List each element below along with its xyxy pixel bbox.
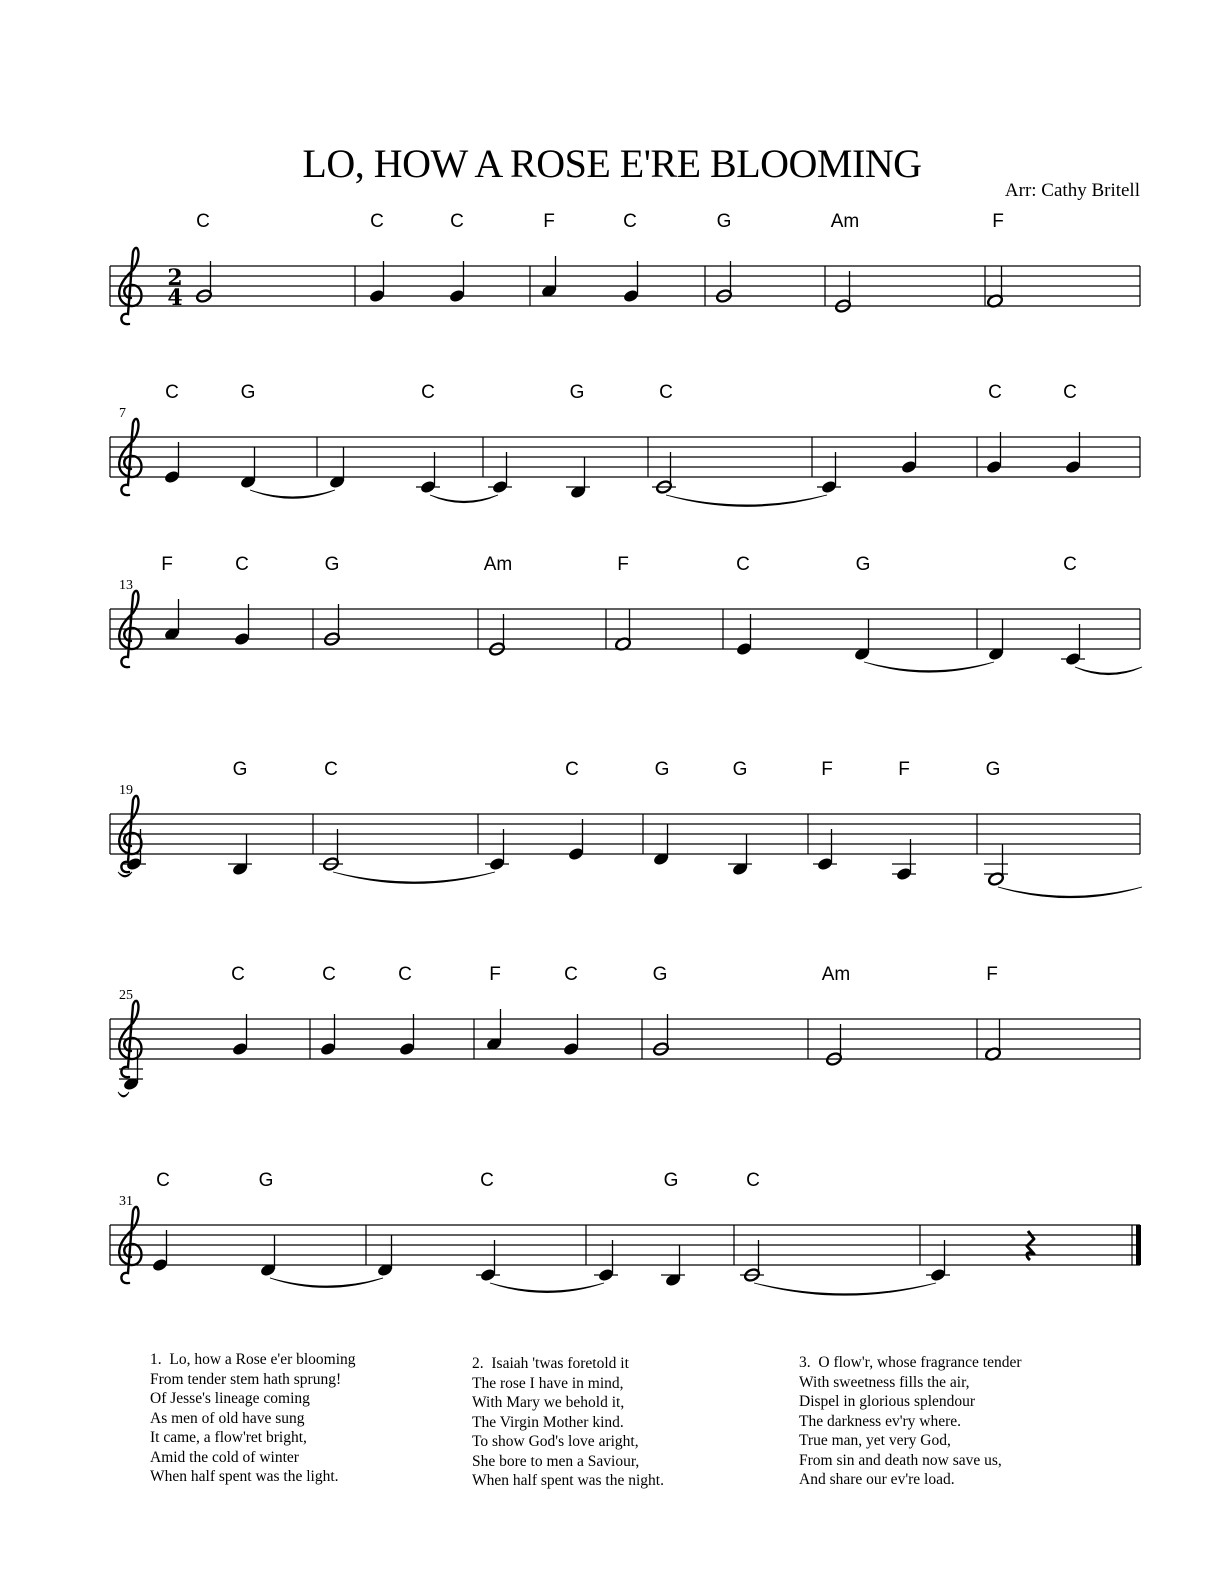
note bbox=[376, 1235, 393, 1278]
tie bbox=[1075, 667, 1142, 675]
chord-symbol: C bbox=[746, 1170, 760, 1191]
chord-symbol: F bbox=[992, 211, 1004, 232]
note bbox=[900, 432, 917, 475]
note bbox=[567, 819, 584, 862]
measure-number: 25 bbox=[119, 988, 133, 1003]
chord-symbol: Am bbox=[830, 211, 860, 232]
chord-symbol: C bbox=[736, 554, 750, 575]
verse-line: The darkness ev'ry where. bbox=[799, 1412, 962, 1430]
note bbox=[622, 261, 639, 304]
staff-system bbox=[110, 554, 1142, 675]
measure-number: 31 bbox=[119, 1194, 133, 1209]
note bbox=[476, 1240, 500, 1283]
note bbox=[151, 1230, 168, 1273]
song-title: LO, HOW A ROSE E'RE BLOOMING bbox=[302, 141, 922, 186]
verse-line: When half spent was the light. bbox=[150, 1468, 339, 1485]
chord-symbol: G bbox=[258, 1170, 274, 1191]
chord-symbol: F bbox=[617, 554, 629, 575]
note bbox=[728, 834, 752, 877]
chord-symbol: G bbox=[732, 759, 748, 780]
note bbox=[239, 447, 256, 490]
verse-line: From tender stem hath sprung! bbox=[150, 1370, 342, 1388]
note bbox=[1064, 432, 1081, 475]
verse-line: As men of old have sung bbox=[150, 1409, 305, 1427]
note bbox=[652, 824, 669, 867]
staff-system bbox=[110, 382, 1140, 506]
note bbox=[853, 619, 870, 662]
tie bbox=[250, 490, 335, 498]
verse-line: With Mary we behold it, bbox=[472, 1394, 625, 1411]
note bbox=[195, 261, 212, 304]
verse-line: Amid the cold of winter bbox=[150, 1448, 299, 1466]
chord-symbol: G bbox=[855, 554, 871, 575]
chord-symbol: F bbox=[898, 759, 910, 780]
chord-symbol: C bbox=[988, 382, 1002, 403]
chord-symbol: C bbox=[235, 554, 249, 575]
measure-number: 7 bbox=[119, 406, 126, 421]
note bbox=[485, 829, 509, 872]
chord-symbol: Am bbox=[821, 964, 851, 985]
verse-line: She bore to men a Saviour, bbox=[472, 1452, 640, 1470]
measure-number: 13 bbox=[119, 578, 133, 593]
note bbox=[652, 452, 676, 495]
note bbox=[259, 1235, 276, 1278]
chord-symbol: F bbox=[161, 554, 173, 575]
note bbox=[488, 452, 512, 495]
note bbox=[661, 1245, 685, 1288]
chord-symbol: F bbox=[821, 759, 833, 780]
chord-symbol: C bbox=[398, 964, 412, 985]
chord-symbol: G bbox=[663, 1170, 679, 1191]
chord-symbol: C bbox=[322, 964, 336, 985]
note bbox=[817, 452, 841, 495]
note bbox=[328, 447, 345, 490]
verse-3 bbox=[799, 1353, 1022, 1490]
note bbox=[231, 1014, 248, 1057]
tie bbox=[430, 495, 498, 503]
note bbox=[813, 829, 837, 872]
note bbox=[319, 1014, 336, 1057]
tie bbox=[333, 872, 495, 883]
tie bbox=[490, 1283, 604, 1293]
note bbox=[614, 609, 631, 652]
final-barline bbox=[1136, 1225, 1141, 1265]
verse-1 bbox=[150, 1350, 356, 1487]
tie bbox=[754, 1283, 936, 1295]
chord-symbol: G bbox=[985, 759, 1001, 780]
verse-line: Dispel in glorious splendour bbox=[799, 1393, 976, 1410]
verse-line: The Virgin Mother kind. bbox=[472, 1413, 624, 1431]
measure-number: 19 bbox=[119, 783, 133, 798]
note bbox=[448, 261, 465, 304]
tie bbox=[998, 887, 1142, 898]
chord-symbol: C bbox=[370, 211, 384, 232]
chord-symbol: C bbox=[565, 759, 579, 780]
note bbox=[398, 1014, 415, 1057]
note bbox=[488, 614, 505, 657]
note bbox=[740, 1240, 764, 1283]
note bbox=[984, 1019, 1001, 1062]
note bbox=[892, 839, 916, 882]
chord-symbol: C bbox=[623, 211, 637, 232]
note bbox=[319, 829, 343, 872]
tie bbox=[270, 1278, 383, 1288]
note bbox=[163, 599, 180, 642]
note bbox=[984, 844, 1008, 887]
chord-symbol: C bbox=[450, 211, 464, 232]
verse-line: To show God's love aright, bbox=[472, 1433, 639, 1450]
chord-symbol: F bbox=[489, 964, 501, 985]
chord-symbol: C bbox=[156, 1170, 170, 1191]
verse-line: And share our ev're load. bbox=[799, 1471, 955, 1488]
chord-symbol: F bbox=[543, 211, 555, 232]
chord-symbol: C bbox=[231, 964, 245, 985]
verse-line: From sin and death now save us, bbox=[799, 1451, 1002, 1469]
tie bbox=[864, 662, 994, 672]
note bbox=[834, 271, 851, 314]
chord-symbol: C bbox=[324, 759, 338, 780]
tie bbox=[666, 495, 827, 506]
chord-symbol: G bbox=[569, 382, 585, 403]
chord-symbol: C bbox=[564, 964, 578, 985]
arranger-credit: Arr: Cathy Britell bbox=[1004, 180, 1140, 201]
note bbox=[540, 256, 557, 299]
note bbox=[985, 432, 1002, 475]
verse-line: With sweetness fills the air, bbox=[799, 1373, 970, 1391]
note bbox=[735, 614, 752, 657]
chord-symbol: F bbox=[986, 964, 998, 985]
time-signature-top: 2 bbox=[167, 265, 183, 291]
verse-line: 3. O flow'r, whose fragrance tender bbox=[799, 1354, 1022, 1371]
note bbox=[416, 452, 440, 495]
verse-line: True man, yet very God, bbox=[799, 1432, 951, 1449]
note bbox=[163, 442, 180, 485]
time-signature-bottom: 4 bbox=[167, 285, 183, 311]
chord-symbol: G bbox=[716, 211, 732, 232]
note bbox=[323, 604, 340, 647]
note bbox=[987, 619, 1004, 662]
chord-symbol: C bbox=[165, 382, 179, 403]
note bbox=[926, 1240, 950, 1283]
note bbox=[594, 1240, 618, 1283]
note bbox=[233, 604, 250, 647]
chord-symbol: Am bbox=[483, 554, 513, 575]
tie bbox=[118, 1092, 129, 1097]
verse-line: 2. Isaiah 'twas foretold it bbox=[472, 1355, 629, 1372]
note bbox=[368, 261, 385, 304]
verse-line: Of Jesse's lineage coming bbox=[150, 1390, 310, 1407]
note bbox=[715, 261, 732, 304]
chord-symbol: G bbox=[324, 554, 340, 575]
chord-symbol: C bbox=[1063, 554, 1077, 575]
chord-symbol: C bbox=[196, 211, 210, 232]
verse-line: It came, a flow'ret bright, bbox=[150, 1429, 307, 1446]
note bbox=[566, 457, 590, 500]
verse-line: The rose I have in mind, bbox=[472, 1374, 624, 1392]
chord-symbol: G bbox=[232, 759, 248, 780]
chord-symbol: G bbox=[652, 964, 668, 985]
chord-symbol: C bbox=[659, 382, 673, 403]
staff-system bbox=[110, 211, 1140, 324]
note bbox=[1061, 624, 1085, 667]
note bbox=[485, 1009, 502, 1052]
chord-symbol: C bbox=[1063, 382, 1077, 403]
note bbox=[562, 1014, 579, 1057]
staff-system bbox=[110, 964, 1140, 1097]
staff-system bbox=[110, 1170, 1141, 1295]
chord-symbol: G bbox=[654, 759, 670, 780]
note bbox=[652, 1014, 669, 1057]
chord-symbol: C bbox=[421, 382, 435, 403]
note bbox=[825, 1024, 842, 1067]
note bbox=[228, 834, 252, 877]
verse-2 bbox=[472, 1354, 664, 1491]
verse-line: When half spent was the night. bbox=[472, 1472, 664, 1489]
chord-symbol: C bbox=[480, 1170, 494, 1191]
staff-system bbox=[110, 759, 1142, 898]
chord-symbol: G bbox=[240, 382, 256, 403]
verse-line: 1. Lo, how a Rose e'er blooming bbox=[150, 1351, 356, 1368]
note bbox=[986, 266, 1003, 309]
